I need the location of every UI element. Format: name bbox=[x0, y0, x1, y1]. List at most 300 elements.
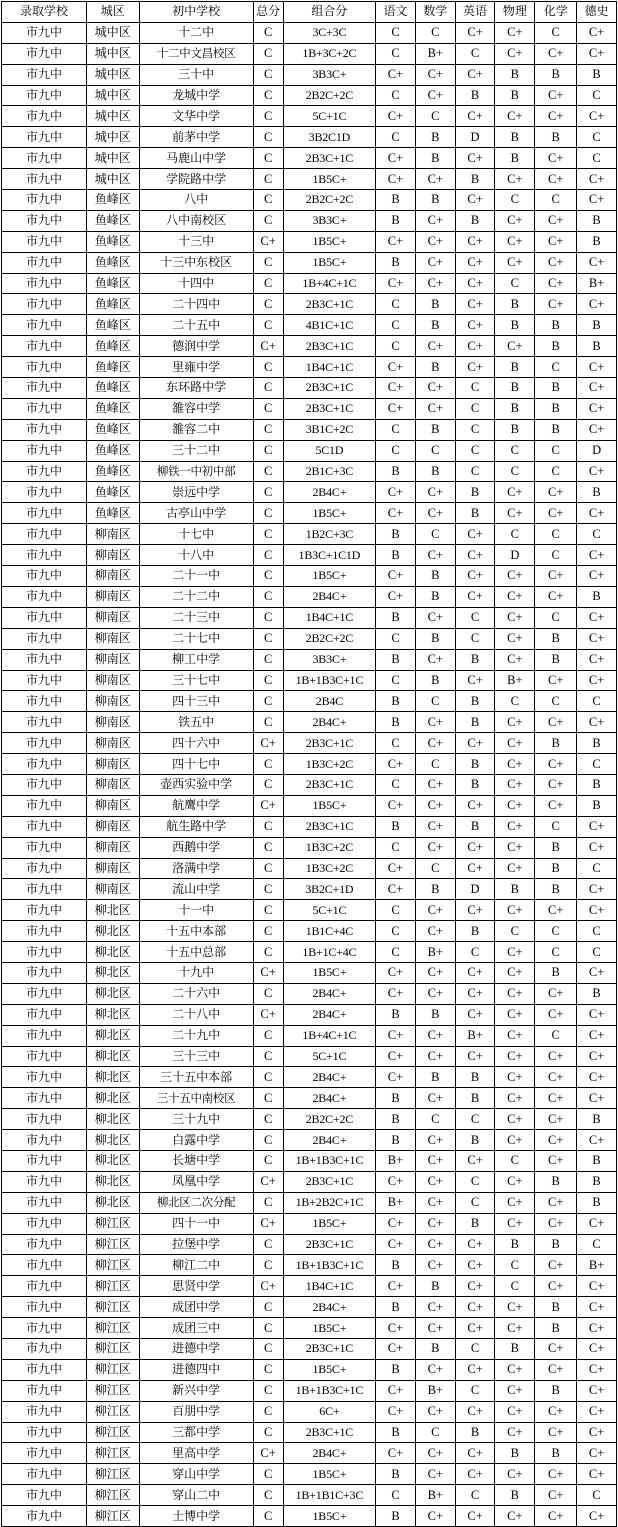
math-grade-cell: C+ bbox=[415, 336, 455, 357]
chemistry-grade-cell: C bbox=[535, 190, 577, 211]
district-cell: 柳江区 bbox=[86, 1443, 139, 1464]
chemistry-grade-cell: C+ bbox=[535, 231, 577, 252]
admission-school-cell: 市九中 bbox=[2, 691, 87, 712]
ethics-history-grade-cell: C+ bbox=[577, 1276, 617, 1297]
english-grade-cell: C bbox=[455, 419, 495, 440]
combined-score-cell: 2B3C+1C bbox=[283, 336, 375, 357]
admission-school-cell: 市九中 bbox=[2, 586, 87, 607]
english-grade-cell: C bbox=[455, 1171, 495, 1192]
math-grade-cell: C+ bbox=[415, 1443, 455, 1464]
total-grade-cell: C bbox=[253, 169, 283, 190]
district-cell: 城中区 bbox=[86, 85, 139, 106]
chinese-grade-cell: C bbox=[376, 294, 416, 315]
english-grade-cell: B bbox=[455, 754, 495, 775]
chinese-grade-cell: C+ bbox=[376, 754, 416, 775]
english-grade-cell: C+ bbox=[455, 1255, 495, 1276]
admission-school-cell: 市九中 bbox=[2, 273, 87, 294]
total-grade-cell: C bbox=[253, 357, 283, 378]
chemistry-grade-cell: C+ bbox=[535, 1067, 577, 1088]
chinese-grade-cell: B bbox=[376, 1464, 416, 1485]
english-grade-cell: C+ bbox=[455, 22, 495, 43]
chinese-grade-cell: B bbox=[376, 816, 416, 837]
district-cell: 鱼峰区 bbox=[86, 315, 139, 336]
english-grade-cell: C+ bbox=[455, 1004, 495, 1025]
total-grade-cell: C bbox=[253, 22, 283, 43]
district-cell: 柳南区 bbox=[86, 691, 139, 712]
district-cell: 柳江区 bbox=[86, 1213, 139, 1234]
middle-school-cell: 十七中 bbox=[139, 524, 253, 545]
physics-grade-cell: C+ bbox=[495, 816, 535, 837]
math-grade-cell: C+ bbox=[415, 983, 455, 1004]
math-grade-cell: C bbox=[415, 106, 455, 127]
admission-score-table bbox=[1, 1, 617, 1527]
admission-school-cell: 市九中 bbox=[2, 712, 87, 733]
ethics-history-grade-cell: C+ bbox=[577, 22, 617, 43]
chemistry-grade-cell: B bbox=[535, 419, 577, 440]
math-grade-cell: B+ bbox=[415, 43, 455, 64]
combined-score-cell: 2B3C+1C bbox=[283, 1234, 375, 1255]
admission-school-cell: 市九中 bbox=[2, 398, 87, 419]
english-grade-cell: C bbox=[455, 1485, 495, 1506]
chinese-grade-cell: B bbox=[376, 190, 416, 211]
english-grade-cell: C+ bbox=[455, 586, 495, 607]
middle-school-cell: 航鹰中学 bbox=[139, 795, 253, 816]
total-grade-cell: C bbox=[253, 1088, 283, 1109]
combined-score-cell: 1B5C+ bbox=[283, 1464, 375, 1485]
header-combined-score: 组合分 bbox=[283, 2, 375, 23]
combined-score-cell: 2B2C+2C bbox=[283, 1109, 375, 1130]
physics-grade-cell: B bbox=[495, 378, 535, 399]
ethics-history-grade-cell: C bbox=[577, 691, 617, 712]
total-grade-cell: C bbox=[253, 921, 283, 942]
total-grade-cell: C bbox=[253, 586, 283, 607]
middle-school-cell: 洛满中学 bbox=[139, 858, 253, 879]
math-grade-cell: C+ bbox=[415, 774, 455, 795]
combined-score-cell: 1B+4C+1C bbox=[283, 1025, 375, 1046]
physics-grade-cell: B bbox=[495, 64, 535, 85]
ethics-history-grade-cell: B bbox=[577, 774, 617, 795]
chinese-grade-cell: C+ bbox=[376, 169, 416, 190]
ethics-history-grade-cell: B bbox=[577, 586, 617, 607]
ethics-history-grade-cell: B bbox=[577, 64, 617, 85]
physics-grade-cell: C bbox=[495, 921, 535, 942]
admission-school-cell: 市九中 bbox=[2, 879, 87, 900]
middle-school-cell: 白露中学 bbox=[139, 1130, 253, 1151]
header-chemistry: 化学 bbox=[535, 2, 577, 23]
chemistry-grade-cell: C bbox=[535, 942, 577, 963]
district-cell: 鱼峰区 bbox=[86, 378, 139, 399]
middle-school-cell: 崇远中学 bbox=[139, 482, 253, 503]
math-grade-cell: C bbox=[415, 440, 455, 461]
physics-grade-cell: C+ bbox=[495, 733, 535, 754]
english-grade-cell: B bbox=[455, 169, 495, 190]
admission-school-cell: 市九中 bbox=[2, 1130, 87, 1151]
combined-score-cell: 1B5C+ bbox=[283, 795, 375, 816]
math-grade-cell: B bbox=[415, 294, 455, 315]
combined-score-cell: 1B+3C+2C bbox=[283, 43, 375, 64]
combined-score-cell: 2B3C+1C bbox=[283, 816, 375, 837]
ethics-history-grade-cell: B bbox=[577, 1192, 617, 1213]
physics-grade-cell: C+ bbox=[495, 649, 535, 670]
total-grade-cell: C+ bbox=[253, 1004, 283, 1025]
table-row bbox=[2, 1422, 617, 1443]
math-grade-cell: C+ bbox=[415, 921, 455, 942]
admission-school-cell: 市九中 bbox=[2, 1255, 87, 1276]
district-cell: 柳南区 bbox=[86, 586, 139, 607]
english-grade-cell: C+ bbox=[455, 1359, 495, 1380]
header-chinese: 语文 bbox=[376, 2, 416, 23]
middle-school-cell: 四十六中 bbox=[139, 733, 253, 754]
math-grade-cell: B+ bbox=[415, 942, 455, 963]
chinese-grade-cell: C+ bbox=[376, 378, 416, 399]
admission-school-cell: 市九中 bbox=[2, 1318, 87, 1339]
chemistry-grade-cell: C+ bbox=[535, 774, 577, 795]
combined-score-cell: 1B+1B1C+3C bbox=[283, 1485, 375, 1506]
table-row bbox=[2, 273, 617, 294]
chinese-grade-cell: B bbox=[376, 1130, 416, 1151]
math-grade-cell: C+ bbox=[415, 1318, 455, 1339]
ethics-history-grade-cell: C+ bbox=[577, 712, 617, 733]
table-row bbox=[2, 586, 617, 607]
district-cell: 柳北区 bbox=[86, 1171, 139, 1192]
total-grade-cell: C bbox=[253, 649, 283, 670]
math-grade-cell: B bbox=[415, 357, 455, 378]
physics-grade-cell: C+ bbox=[495, 607, 535, 628]
combined-score-cell: 3B2C1D bbox=[283, 127, 375, 148]
chinese-grade-cell: C+ bbox=[376, 1339, 416, 1360]
ethics-history-grade-cell: D bbox=[577, 440, 617, 461]
physics-grade-cell: B bbox=[495, 1234, 535, 1255]
header-middle-school: 初中学校 bbox=[139, 2, 253, 23]
total-grade-cell: C bbox=[253, 503, 283, 524]
district-cell: 城中区 bbox=[86, 169, 139, 190]
ethics-history-grade-cell: C+ bbox=[577, 1443, 617, 1464]
admission-school-cell: 市九中 bbox=[2, 252, 87, 273]
total-grade-cell: C bbox=[253, 43, 283, 64]
middle-school-cell: 柳铁一中初中部 bbox=[139, 461, 253, 482]
total-grade-cell: C bbox=[253, 879, 283, 900]
total-grade-cell: C bbox=[253, 1464, 283, 1485]
total-grade-cell: C bbox=[253, 1130, 283, 1151]
combined-score-cell: 1B3C+2C bbox=[283, 754, 375, 775]
math-grade-cell: B bbox=[415, 566, 455, 587]
total-grade-cell: C bbox=[253, 1359, 283, 1380]
total-grade-cell: C bbox=[253, 566, 283, 587]
admission-school-cell: 市九中 bbox=[2, 607, 87, 628]
district-cell: 柳南区 bbox=[86, 607, 139, 628]
chinese-grade-cell: C+ bbox=[376, 398, 416, 419]
chinese-grade-cell: C bbox=[376, 774, 416, 795]
ethics-history-grade-cell: C+ bbox=[577, 1464, 617, 1485]
math-grade-cell: C bbox=[415, 1109, 455, 1130]
english-grade-cell: B bbox=[455, 503, 495, 524]
table-row bbox=[2, 106, 617, 127]
combined-score-cell: 2B3C+1C bbox=[283, 378, 375, 399]
table-row bbox=[2, 1339, 617, 1360]
table-row bbox=[2, 649, 617, 670]
middle-school-cell: 德润中学 bbox=[139, 336, 253, 357]
physics-grade-cell: B bbox=[495, 398, 535, 419]
math-grade-cell: B bbox=[415, 461, 455, 482]
total-grade-cell: C bbox=[253, 190, 283, 211]
ethics-history-grade-cell: B bbox=[577, 336, 617, 357]
middle-school-cell: 三十二中 bbox=[139, 440, 253, 461]
physics-grade-cell: C+ bbox=[495, 1359, 535, 1380]
ethics-history-grade-cell: C+ bbox=[577, 357, 617, 378]
table-row bbox=[2, 900, 617, 921]
ethics-history-grade-cell: B bbox=[577, 1171, 617, 1192]
physics-grade-cell: C bbox=[495, 691, 535, 712]
english-grade-cell: C+ bbox=[455, 231, 495, 252]
chemistry-grade-cell: C bbox=[535, 691, 577, 712]
ethics-history-grade-cell: C+ bbox=[577, 252, 617, 273]
chemistry-grade-cell: C bbox=[535, 545, 577, 566]
combined-score-cell: 1B2C+3C bbox=[283, 524, 375, 545]
physics-grade-cell: C+ bbox=[495, 1192, 535, 1213]
admission-school-cell: 市九中 bbox=[2, 983, 87, 1004]
total-grade-cell: C bbox=[253, 1297, 283, 1318]
chemistry-grade-cell: C+ bbox=[535, 1150, 577, 1171]
total-grade-cell: C bbox=[253, 1339, 283, 1360]
total-grade-cell: C bbox=[253, 628, 283, 649]
table-row bbox=[2, 22, 617, 43]
combined-score-cell: 5C+1C bbox=[283, 1046, 375, 1067]
math-grade-cell: C+ bbox=[415, 649, 455, 670]
chinese-grade-cell: B bbox=[376, 545, 416, 566]
chinese-grade-cell: B+ bbox=[376, 1192, 416, 1213]
admission-school-cell: 市九中 bbox=[2, 1422, 87, 1443]
middle-school-cell: 里高中学 bbox=[139, 1443, 253, 1464]
chinese-grade-cell: C+ bbox=[376, 858, 416, 879]
physics-grade-cell: C+ bbox=[495, 586, 535, 607]
combined-score-cell: 1B4C+1C bbox=[283, 607, 375, 628]
english-grade-cell: B bbox=[455, 482, 495, 503]
total-grade-cell: C bbox=[253, 1380, 283, 1401]
math-grade-cell: B bbox=[415, 1276, 455, 1297]
table-row bbox=[2, 816, 617, 837]
ethics-history-grade-cell: C+ bbox=[577, 1380, 617, 1401]
chinese-grade-cell: C+ bbox=[376, 795, 416, 816]
ethics-history-grade-cell: B+ bbox=[577, 273, 617, 294]
admission-school-cell: 市九中 bbox=[2, 461, 87, 482]
middle-school-cell: 雒容中学 bbox=[139, 398, 253, 419]
middle-school-cell: 三十九中 bbox=[139, 1109, 253, 1130]
physics-grade-cell: C+ bbox=[495, 210, 535, 231]
total-grade-cell: C bbox=[253, 983, 283, 1004]
total-grade-cell: C bbox=[253, 1192, 283, 1213]
math-grade-cell: C+ bbox=[415, 398, 455, 419]
chinese-grade-cell: B bbox=[376, 1088, 416, 1109]
middle-school-cell: 长塘中学 bbox=[139, 1150, 253, 1171]
admission-school-cell: 市九中 bbox=[2, 921, 87, 942]
combined-score-cell: 1B5C+ bbox=[283, 1359, 375, 1380]
english-grade-cell: C+ bbox=[455, 566, 495, 587]
math-grade-cell: C+ bbox=[415, 1192, 455, 1213]
english-grade-cell: C+ bbox=[455, 106, 495, 127]
english-grade-cell: C+ bbox=[455, 1464, 495, 1485]
physics-grade-cell: B bbox=[495, 294, 535, 315]
math-grade-cell: B bbox=[415, 1004, 455, 1025]
middle-school-cell: 里雍中学 bbox=[139, 357, 253, 378]
table-row bbox=[2, 482, 617, 503]
chemistry-grade-cell: C bbox=[535, 1025, 577, 1046]
chinese-grade-cell: C bbox=[376, 921, 416, 942]
admission-school-cell: 市九中 bbox=[2, 942, 87, 963]
district-cell: 鱼峰区 bbox=[86, 231, 139, 252]
table-row bbox=[2, 524, 617, 545]
english-grade-cell: C+ bbox=[455, 1150, 495, 1171]
combined-score-cell: 2B3C+1C bbox=[283, 294, 375, 315]
total-grade-cell: C+ bbox=[253, 1213, 283, 1234]
district-cell: 柳江区 bbox=[86, 1234, 139, 1255]
admission-school-cell: 市九中 bbox=[2, 190, 87, 211]
chinese-grade-cell: C+ bbox=[376, 357, 416, 378]
chinese-grade-cell: C+ bbox=[376, 148, 416, 169]
total-grade-cell: C bbox=[253, 607, 283, 628]
combined-score-cell: 1B+2B2C+1C bbox=[283, 1192, 375, 1213]
table-body bbox=[2, 22, 617, 1526]
english-grade-cell: C+ bbox=[455, 64, 495, 85]
math-grade-cell: C+ bbox=[415, 378, 455, 399]
middle-school-cell: 十二中 bbox=[139, 22, 253, 43]
middle-school-cell: 进德中学 bbox=[139, 1339, 253, 1360]
english-grade-cell: B+ bbox=[455, 1025, 495, 1046]
table-row bbox=[2, 210, 617, 231]
combined-score-cell: 1B5C+ bbox=[283, 169, 375, 190]
english-grade-cell: C bbox=[455, 378, 495, 399]
chinese-grade-cell: C+ bbox=[376, 1025, 416, 1046]
math-grade-cell: B bbox=[415, 628, 455, 649]
math-grade-cell: C+ bbox=[415, 900, 455, 921]
english-grade-cell: C+ bbox=[455, 273, 495, 294]
ethics-history-grade-cell: C+ bbox=[577, 503, 617, 524]
district-cell: 柳江区 bbox=[86, 1276, 139, 1297]
admission-school-cell: 市九中 bbox=[2, 670, 87, 691]
table-row bbox=[2, 962, 617, 983]
ethics-history-grade-cell: C+ bbox=[577, 816, 617, 837]
combined-score-cell: 1B+1B3C+1C bbox=[283, 1255, 375, 1276]
chinese-grade-cell: C bbox=[376, 127, 416, 148]
math-grade-cell: B+ bbox=[415, 1380, 455, 1401]
ethics-history-grade-cell: C bbox=[577, 127, 617, 148]
table-row bbox=[2, 1464, 617, 1485]
table-row bbox=[2, 1359, 617, 1380]
combined-score-cell: 2B4C+ bbox=[283, 1004, 375, 1025]
total-grade-cell: C bbox=[253, 315, 283, 336]
header-total: 总分 bbox=[253, 2, 283, 23]
table-row bbox=[2, 942, 617, 963]
district-cell: 柳江区 bbox=[86, 1359, 139, 1380]
english-grade-cell: C bbox=[455, 43, 495, 64]
english-grade-cell: C+ bbox=[455, 315, 495, 336]
district-cell: 柳北区 bbox=[86, 962, 139, 983]
chinese-grade-cell: C bbox=[376, 43, 416, 64]
english-grade-cell: B bbox=[455, 649, 495, 670]
table-row bbox=[2, 837, 617, 858]
table-row bbox=[2, 252, 617, 273]
middle-school-cell: 新兴中学 bbox=[139, 1380, 253, 1401]
combined-score-cell: 5C+1C bbox=[283, 106, 375, 127]
table-row bbox=[2, 169, 617, 190]
district-cell: 柳南区 bbox=[86, 733, 139, 754]
table-row bbox=[2, 357, 617, 378]
physics-grade-cell: B bbox=[495, 127, 535, 148]
admission-school-cell: 市九中 bbox=[2, 1213, 87, 1234]
math-grade-cell: C+ bbox=[415, 1171, 455, 1192]
chemistry-grade-cell: C+ bbox=[535, 503, 577, 524]
chemistry-grade-cell: C+ bbox=[535, 795, 577, 816]
combined-score-cell: 2B3C+1C bbox=[283, 1171, 375, 1192]
combined-score-cell: 1B5C+ bbox=[283, 503, 375, 524]
chemistry-grade-cell: B bbox=[535, 315, 577, 336]
combined-score-cell: 1B+1C+4C bbox=[283, 942, 375, 963]
physics-grade-cell: C bbox=[495, 1150, 535, 1171]
english-grade-cell: B bbox=[455, 85, 495, 106]
combined-score-cell: 2B4C+ bbox=[283, 1088, 375, 1109]
district-cell: 鱼峰区 bbox=[86, 440, 139, 461]
ethics-history-grade-cell: C+ bbox=[577, 1359, 617, 1380]
district-cell: 鱼峰区 bbox=[86, 482, 139, 503]
district-cell: 柳江区 bbox=[86, 1255, 139, 1276]
chinese-grade-cell: B bbox=[376, 607, 416, 628]
table-row bbox=[2, 1025, 617, 1046]
math-grade-cell: C bbox=[415, 858, 455, 879]
total-grade-cell: C bbox=[253, 858, 283, 879]
table-row bbox=[2, 503, 617, 524]
chemistry-grade-cell: B bbox=[535, 1234, 577, 1255]
english-grade-cell: C+ bbox=[455, 252, 495, 273]
ethics-history-grade-cell: B bbox=[577, 210, 617, 231]
district-cell: 柳南区 bbox=[86, 879, 139, 900]
ethics-history-grade-cell: C+ bbox=[577, 962, 617, 983]
admission-school-cell: 市九中 bbox=[2, 419, 87, 440]
middle-school-cell: 壶西实验中学 bbox=[139, 774, 253, 795]
english-grade-cell: C bbox=[455, 398, 495, 419]
english-grade-cell: C+ bbox=[455, 1046, 495, 1067]
table-row bbox=[2, 1485, 617, 1506]
middle-school-cell: 学院路中学 bbox=[139, 169, 253, 190]
math-grade-cell: C bbox=[415, 1422, 455, 1443]
admission-school-cell: 市九中 bbox=[2, 628, 87, 649]
total-grade-cell: C bbox=[253, 1506, 283, 1527]
ethics-history-grade-cell: C+ bbox=[577, 1130, 617, 1151]
district-cell: 柳南区 bbox=[86, 816, 139, 837]
combined-score-cell: 2B4C+ bbox=[283, 712, 375, 733]
total-grade-cell: C bbox=[253, 1255, 283, 1276]
physics-grade-cell: B bbox=[495, 1443, 535, 1464]
admission-school-cell: 市九中 bbox=[2, 1067, 87, 1088]
combined-score-cell: 1B5C+ bbox=[283, 1506, 375, 1527]
admission-school-cell: 市九中 bbox=[2, 1464, 87, 1485]
table-row bbox=[2, 190, 617, 211]
chemistry-grade-cell: C+ bbox=[535, 1192, 577, 1213]
admission-school-cell: 市九中 bbox=[2, 210, 87, 231]
chinese-grade-cell: B bbox=[376, 1422, 416, 1443]
table-row bbox=[2, 85, 617, 106]
physics-grade-cell: C bbox=[495, 440, 535, 461]
ethics-history-grade-cell: C+ bbox=[577, 169, 617, 190]
english-grade-cell: C+ bbox=[455, 900, 495, 921]
math-grade-cell: C+ bbox=[415, 545, 455, 566]
district-cell: 柳南区 bbox=[86, 649, 139, 670]
physics-grade-cell: C+ bbox=[495, 1109, 535, 1130]
chemistry-grade-cell: C+ bbox=[535, 1339, 577, 1360]
header-english: 英语 bbox=[455, 2, 495, 23]
math-grade-cell: C+ bbox=[415, 1255, 455, 1276]
chinese-grade-cell: C+ bbox=[376, 1046, 416, 1067]
table-row bbox=[2, 1234, 617, 1255]
ethics-history-grade-cell: C+ bbox=[577, 837, 617, 858]
